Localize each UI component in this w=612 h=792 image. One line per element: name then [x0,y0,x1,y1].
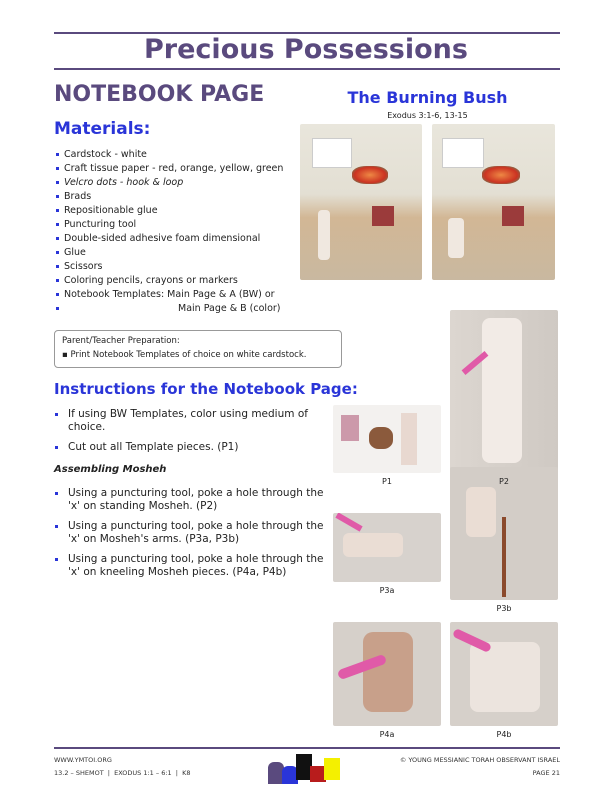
caption-p2: P2 [499,477,509,486]
burning-bush [352,166,388,184]
instructions-list [54,408,324,461]
feature-reference: Exodus 3:1-6, 13-15 [387,111,468,120]
list-item: Cut out all Template pieces. (P1) [54,441,324,454]
mosheh-standing [482,318,522,463]
photo-p2 [450,310,558,473]
cutout [341,415,359,441]
feature-title: The Burning Bush [347,88,508,107]
burning-bush [482,166,520,184]
caption-p1: P1 [382,477,392,486]
prep-box [54,330,342,368]
footer-copyright: © YOUNG MESSIANIC TORAH OBSERVANT ISRAEL [399,756,560,764]
list-item: Using a puncturing tool, poke a hole through the 'x' on standing Mosheh. (P2) [54,487,324,513]
materials-list [56,148,283,316]
prep-title: Parent/Teacher Preparation: [62,336,180,346]
mosheh-figure [318,210,330,260]
staff [502,517,506,597]
list-item: Craft tissue paper - red, orange, yellow, green [56,162,283,176]
panel [372,206,394,226]
mosheh-figure [448,218,464,258]
subheading: Assembling Mosheh [54,464,167,475]
photo-p4b [450,622,558,726]
logo [268,752,344,784]
cutout [401,413,417,465]
list-item: Coloring pencils, crayons or markers [56,274,283,288]
materials-heading: Materials: [54,119,151,139]
list-item: If using BW Templates, color using medium of choice. [54,408,324,434]
panel [502,206,524,226]
list-item: Using a puncturing tool, poke a hole through the 'x' on Mosheh's arms. (P3a, P3b) [54,520,324,546]
photo-p3b [450,467,558,600]
list-item: Velcro dots - hook & loop [56,176,283,190]
verse-card [442,138,484,168]
list-item: Brads [56,190,283,204]
list-item: Glue [56,246,283,260]
mosheh-arm [466,487,496,537]
list-item: Notebook Templates: Main Page & A (BW) or [56,288,283,302]
list-item: Double-sided adhesive foam dimensional [56,232,283,246]
list-item: Scissors [56,260,283,274]
list-item: Repositionable glue [56,204,283,218]
list-item: Puncturing tool [56,218,283,232]
photo-p3a [333,513,441,582]
photo-p1 [333,405,441,473]
list-item: Using a puncturing tool, poke a hole through the 'x' on kneeling Mosheh pieces. (P4a, P4b) [54,553,324,579]
steps-list [54,487,324,586]
mosheh-kneeling [363,632,413,712]
page-title: Precious Possessions [144,34,468,65]
list-item-continued: Main Page & B (color) [56,302,283,316]
footer-website: WWW.YMTOI.ORG [54,756,112,764]
prep-item: ▪ Print Notebook Templates of choice on white cardstock. [62,350,307,360]
photo-p4a [333,622,441,726]
mosheh-arm [343,533,403,557]
example-photo-a [300,124,422,280]
verse-card [312,138,352,168]
caption-p4b: P4b [496,730,512,739]
caption-p3b: P3b [496,604,512,613]
title-rule [54,68,560,70]
footer-page-number: PAGE 21 [532,769,560,777]
cutout [369,427,393,449]
section-heading: NOTEBOOK PAGE [54,82,265,107]
footer-rule [54,747,560,749]
caption-p4a: P4a [379,730,395,739]
footer-lesson-info: 13.2 – SHEMOT | EXODUS 1:1 – 6:1 | K8 [54,769,191,777]
example-photo-b [432,124,555,280]
mosheh-kneeling [470,642,540,712]
instructions-heading: Instructions for the Notebook Page: [54,380,358,398]
caption-p3a: P3a [379,586,395,595]
list-item: Cardstock - white [56,148,283,162]
puncturing-tool [335,513,362,532]
